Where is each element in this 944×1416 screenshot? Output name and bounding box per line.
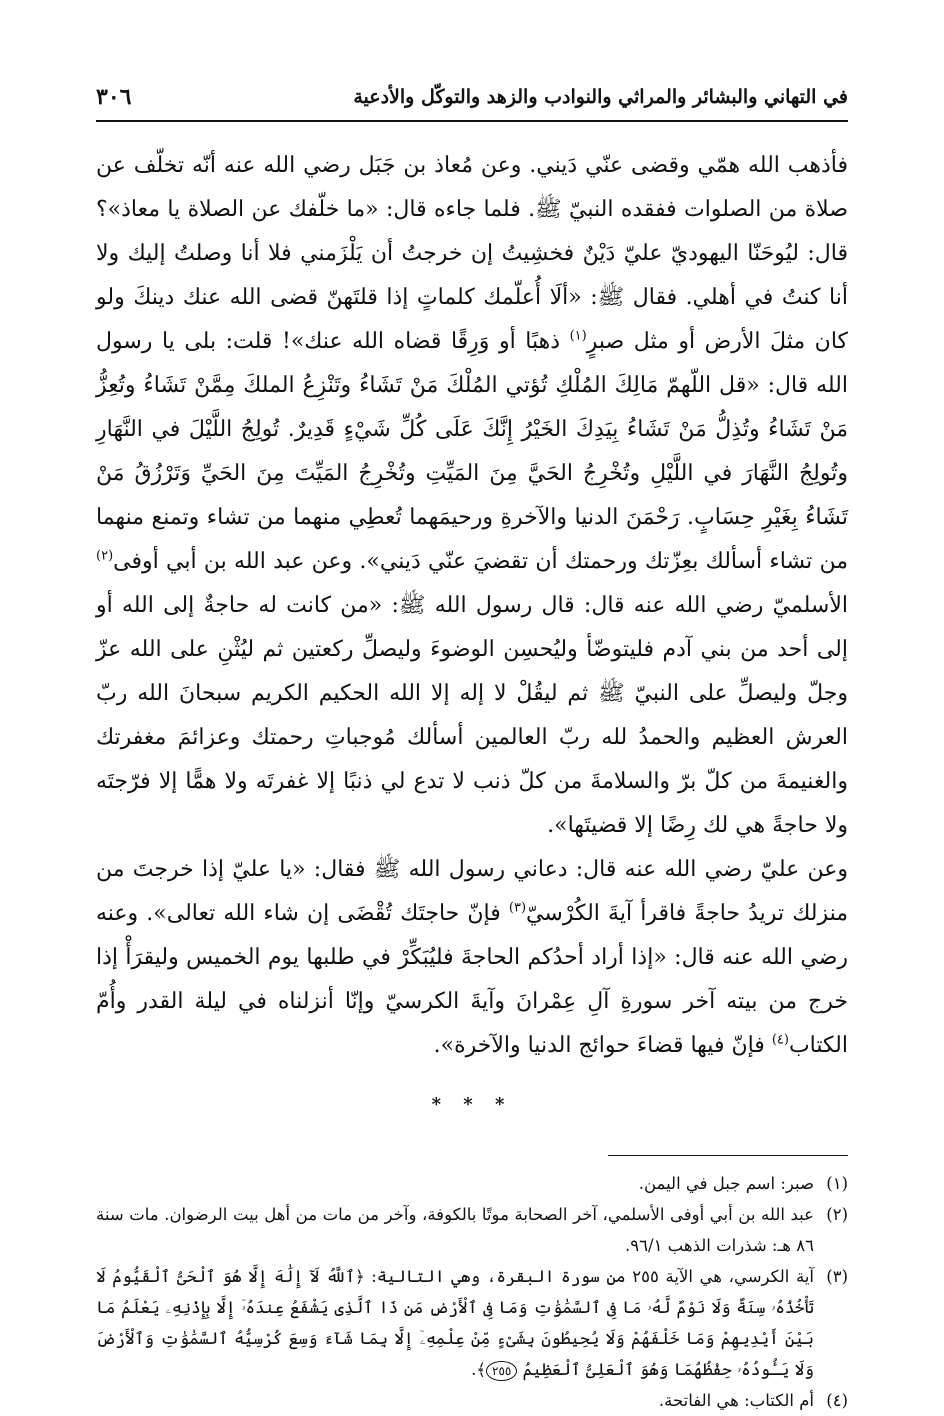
footnote-number: (٤) bbox=[826, 1391, 848, 1410]
footnote-ref-4: (٤) bbox=[771, 1032, 789, 1048]
paragraph-text: فإنّ حاجتَك تُقْضَى إن شاء الله تعالى». وعنه رضي الله عنه قال: «إذا أراد أحدُكم الحاجةَ فليُبَكِّرْ في طلبها يوم الخميس وليقرَأْ إذا خرج من بيته آخر سورةِ آلِ عِمْرانَ وآيةَ الكرسيّ وإنّا أنزلناه في ليلة القدر وأُمّ الكتاب bbox=[96, 901, 848, 1058]
footnote bbox=[96, 1261, 848, 1385]
footnote-text: أم الكتاب: هي الفاتحة. bbox=[658, 1391, 814, 1410]
paragraph-text: وعن عليّ رضي الله عنه قال: دعاني رسول الله ﷺ فقال: «يا عليّ إذا خرجتَ من منزلك تريدُ حاجةً فاقرأ آيةَ الكُرْسيّ bbox=[96, 857, 849, 926]
paragraph-text: ذهبًا أو وَرِقًا قضاه الله عنك»! قلت: بلى يا رسول الله قال: «قل اللّهمّ مَالِكَ المُلْكِ تُؤتي المُلْكَ مَنْ تَشَاءُ وتَنْزِعُ الملكَ مِمَّنْ تَشَاءُ وتُعِزُّ مَنْ تَشَاءُ وتُذِلُّ مَنْ تَشَاءُ بِيَدِكَ الخَيْرُ إِنَّكَ عَلَى كُلِّ شَيْءٍ قَدِيرٌ. تُولِجُ اللَّيْلَ في النَّهَارِ وتُولِجُ النَّهَارَ في اللَّيْلِ وتُخْرِجُ الحَيَّ مِنَ المَيِّتِ وتُخْرِجُ المَيِّتَ مِنَ الحَيِّ وَتَرْزُقُ مَنْ تَشَاءُ بِغَيْرِ حِسَابٍ. رَحْمَنَ الدنيا والآخرةِ ورحيمَهما تُعطِي منهما من تشاء وتمنع منهما من تشاء أسألك بعِزّتك ورحمتك أن تقضيَ عنّي دَيني». وعن عبد الله بن أبي أوفى bbox=[96, 329, 848, 574]
footnote-ref-1: (١) bbox=[569, 328, 587, 344]
footnote-separator bbox=[608, 1155, 848, 1156]
footnote bbox=[96, 1168, 848, 1199]
quran-verse: آية الكرسي، هي الآية ٢٥٥ من سورة البقرة، وهي التالية: ﴿ٱللَّهُ لَآ إِلَٰهَ إِلَّا هُوَ ٱلْحَىُّ ٱلْقَيُّومُ لَا تَأْخُذُهُۥ سِنَةٌ وَلَا نَوْمٌ لَّهُۥ مَا فِى ٱلسَّمَٰوَٰتِ وَمَا فِى ٱلْأَرْضِ مَن ذَا ٱلَّذِى يَشْفَعُ عِندَهُۥٓ إِلَّا بِإِذْنِهِۦ يَعْلَمُ مَا بَيْنَ أَيْدِيهِمْ وَمَا خَلْفَهُمْ وَلَا يُحِيطُونَ بِشَىْءٍ مِّنْ عِلْمِهِۦٓ إِلَّا بِمَا شَآءَ وَسِعَ كُرْسِيُّهُ ٱلسَّمَٰوَٰتِ وَٱلْأَرْضَ وَلَا يَـُٔودُهُۥ حِفْظُهُمَا وَهُوَ ٱلْعَلِىُّ ٱلْعَظِيمُ bbox=[96, 1267, 814, 1379]
section-divider: * * * bbox=[431, 1094, 513, 1115]
main-text bbox=[96, 144, 848, 1068]
footnote-number: (١) bbox=[826, 1174, 848, 1193]
paragraph bbox=[96, 848, 848, 1068]
footnote-number: (٢) bbox=[826, 1205, 848, 1224]
footnote-text bbox=[96, 1261, 814, 1385]
footnotes bbox=[96, 1168, 848, 1416]
book-page bbox=[96, 80, 848, 1416]
paragraph-text: الأسلميّ رضي الله عنه قال: قال رسول الله ﷺ: «من كانت له حاجةٌ إلى الله أو إلى أحد من بني آدم فليتوضّأ وليُحسِن الوضوءَ وليصلِّ ركعتين ثم ليُثْنِ على الله عزّ وجلّ وليصلِّ على النبيّ ﷺ ثم ليقُلْ لا إله إلا الله الحكيم الكريم سبحانَ الله ربّ العرش العظيم والحمدُ لله ربّ العالمين أسألك مُوجباتِ رحمتك وعزائمَ مغفرتك والغنيمةَ من كلّ برّ والسلامةَ من كلّ ذنب لا تدع لي ذنبًا إلا غفرتَه ولا همًّا إلا فرّجتَه ولا حاجةً هي لك رِضًا إلا قضيتَها». bbox=[96, 593, 848, 838]
paragraph-text: فإنّ فيها قضاءَ حوائج الدنيا والآخرة». bbox=[433, 1033, 765, 1058]
running-head bbox=[96, 80, 848, 122]
footnote-ref-2: (٢) bbox=[96, 548, 114, 564]
quran-verse-end: ﴾. bbox=[471, 1360, 487, 1379]
paragraph bbox=[96, 144, 848, 848]
footnote bbox=[96, 1385, 848, 1416]
paragraph-text: فأذهب الله همّي وقضى عنّي دَيني. وعن مُعاذ بن جَبَل رضي الله عنه أنّه تخلّف عن صلاة من الصلوات ففقده النبيّ ﷺ. فلما جاءه قال: «ما خلّفك عن الصلاة يا معاذ»؟ قال: ليُوحَنّا اليهوديّ عليّ دَيْنٌ فخشِيتُ إن خرجتُ أن يَلْزَمني فلا أنا وصلتُ إليك ولا أنا كنتُ في أهلي. فقال ﷺ: «ألَا أُعلّمك كلماتٍ إذا قلتَهنّ قضى الله عنك دينكَ ولو كان مثلَ الأرض أو مثل صبرٍ bbox=[96, 153, 849, 354]
footnote-ref-3: (٣) bbox=[508, 900, 527, 916]
footnote-number: (٣) bbox=[826, 1267, 848, 1286]
ayah-number-marker: ٢٥٥ bbox=[486, 1361, 517, 1381]
footnote bbox=[96, 1199, 848, 1261]
running-title: في التهاني والبشائر والمراثي والنوادب والزهد والتوكّل والأدعية bbox=[353, 86, 848, 108]
page-number: ٣٠٦ bbox=[96, 84, 132, 110]
footnote-text: صبر: اسم جبل في اليمن. bbox=[638, 1174, 814, 1193]
footnote-text: عبد الله بن أبي أوفى الأسلمي، آخر الصحابة موتًا بالكوفة، وآخر من مات من أهل بيت الرضوان. مات سنة ٨٦ هـ: شذرات الذهب ٩٦/١. bbox=[96, 1205, 814, 1255]
